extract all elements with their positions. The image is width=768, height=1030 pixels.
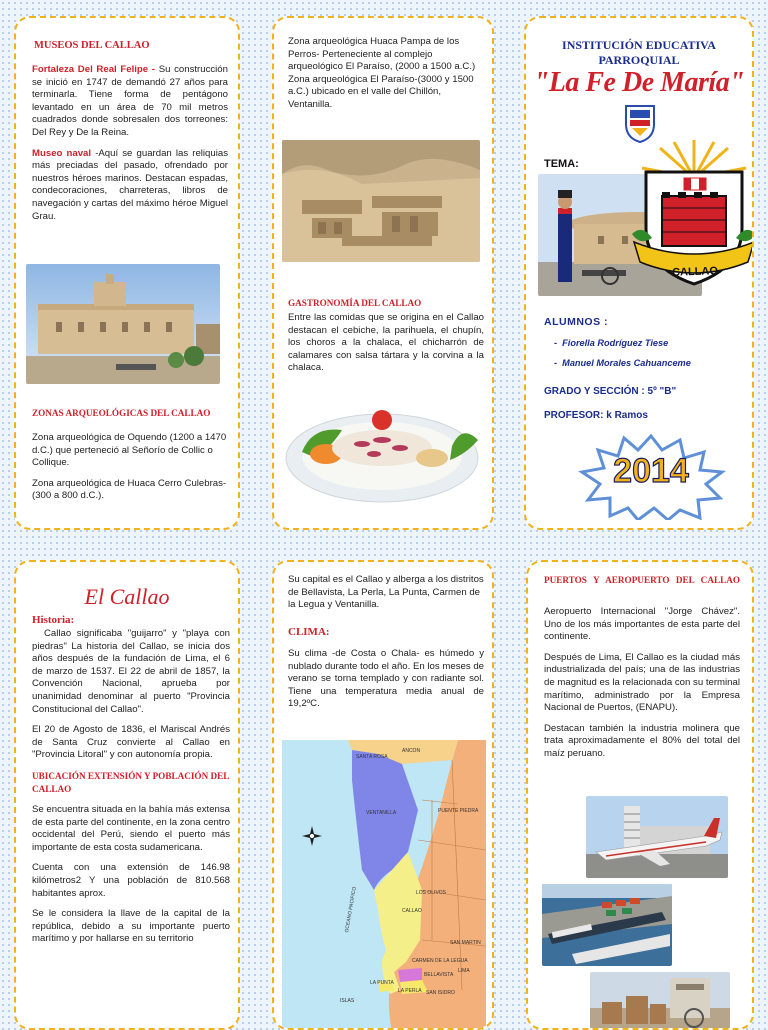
distritos-text: Su capital es el Callao y alberga a los distritos de Bellavista, La Perla, La Punta, Carmen de la Legua y Ventanilla. <box>288 574 484 611</box>
industria-text: Después de Lima, El Callao es la ciudad más industrializada del país; una de las industrias de magnitud es la relacionada con su terminal marítimo, administrado por la Empresa Nacional de Puertos, (ENAPU). <box>544 651 740 714</box>
molinera-text: Destacan también la industria molinera que trata aproximadamente el 80% del total del maíz peruano. <box>544 722 740 759</box>
map-label-puente-piedra: PUENTE PIEDRA <box>438 808 479 814</box>
panel-el-callao <box>14 560 240 1030</box>
student-item: - Manuel Morales Cahuanceme <box>554 358 691 368</box>
airport-photo <box>586 796 728 878</box>
panel-zonas-gastronomia <box>272 16 494 530</box>
map-label-ventanilla: VENTANILLA <box>366 810 397 816</box>
grado-seccion: GRADO Y SECCIÓN : 5º "B" <box>544 386 677 397</box>
shield-callao-label: CALLAO <box>671 265 719 279</box>
map-label-los-olivos: LOS OLIVOS <box>416 890 447 896</box>
cebiche-photo <box>282 396 482 508</box>
ubicacion-text1: Se encuentra situada en la bahía más extensa de esta parte del continente, en la zona centro occidental del Perú, siendo el puerto más importante de esta costa sudamericana. <box>32 803 230 853</box>
panel-clima-mapa <box>272 560 494 1030</box>
tema-label: TEMA: <box>544 158 579 170</box>
el-paraiso-text: Zona arqueológica El Paraíso-(3000 y 1500 a.C.) ubicado en el valle del Chillón, Ventanilla. <box>288 73 474 110</box>
profesor: PROFESOR: k Ramos <box>544 410 648 421</box>
puertos-title: PUERTOS Y AEROPUERTO DEL CALLAO <box>544 575 740 585</box>
aeropuerto-text: Aeropuerto Internacional "Jorge Chávez". Uno de los más importantes de esta parte del continente. <box>544 606 740 643</box>
school-line2: PARROQUIAL <box>598 53 680 67</box>
ruins-photo <box>282 140 480 262</box>
map-label-santa-rosa: SANTA ROSA <box>356 754 388 760</box>
historia-text: Callao significaba "guijarro" y "playa con piedras" La historia del Callao, se inicia dos años después de la fundación de Lima, el 6 de marzo de 1537. El 22 de abril de 1857, la Convención Nacional, aprueba por unanimidad denominar al puerto "Provincia Constitucional del Callao". <box>32 628 230 715</box>
museo-naval-name: Museo naval <box>32 147 92 159</box>
gastronomia-text: Entre las comidas que se origina en el Callao destacan el cebiche, la parihuela, el chupín, los choros a la chalaca, el chicharrón de calamares con salsa tártara y la corvina a la chalaca. <box>288 312 484 374</box>
panel-puertos-aeropuerto <box>526 560 754 1030</box>
map-label-la-punta: LA PUNTA <box>370 980 394 986</box>
mill-photo <box>590 972 730 1030</box>
ubicacion-text2: Cuenta con una extensión de 146.98 kilómetros2 Y una población de 810.568 habitantes aprox. <box>32 862 230 899</box>
map-label-bellavista: BELLAVISTA <box>424 972 454 978</box>
map-label-lima: LIMA <box>458 968 470 974</box>
fortaleza-photo <box>26 264 220 384</box>
map-label-islas: ISLAS <box>340 998 355 1004</box>
clima-text: Su clima -de Costa o Chala- es húmedo y nublado durante todo el año. En los meses de verano se torna templado y con radiante sol. Tiene una temperatura media anual de 19,2ºC. <box>288 648 484 710</box>
gastronomia-title: GASTRONOMÍA DEL CALLAO <box>288 298 422 308</box>
year-label: 2014 <box>613 452 689 490</box>
map-label-ocean: OCEANO PACIFICO <box>344 886 358 934</box>
map-label-san-martin: SAN MARTIN <box>450 940 481 946</box>
student-item: - Fiorella Rodríguez Tiese <box>554 338 669 348</box>
huaca-pampa-text: Zona arqueológica Huaca Pampa de los Perros- Perteneciente al complejo arqueológico El Paraíso, (2000 a 1500 a.C.) <box>288 36 476 73</box>
ubicacion-title: UBICACIÓN EXTENSIÓN Y POBLACIÓN DEL CALLAO <box>32 770 229 794</box>
map-label-san-isidro: SAN ISIDRO <box>426 990 455 996</box>
panel-cover <box>524 16 754 530</box>
port-photo <box>542 884 672 966</box>
panel-museos <box>14 16 240 530</box>
clima-label: CLIMA: <box>288 626 330 638</box>
map-label-callao: CALLAO <box>402 908 422 914</box>
zona-oquendo: Zona arqueológica de Oquendo (1200 a 1470 d.C.) que perteneció al Señorío de Collic o Collique. <box>32 432 227 469</box>
zonas-title: ZONAS ARQUEOLÓGICAS DEL CALLAO <box>32 408 211 418</box>
school-name: "La Fe De María" <box>533 67 745 98</box>
fortaleza-text: Su construcción se inició en 1747 de demandó 27 años para terminarla. Tiene forma de pentágono levantado en un área de 70 mil metros cuadrados donde sobresalen dos torreones: Del Rey y De la Reina. <box>32 64 228 138</box>
map-label-carmen: CARMEN DE LA LEGUA <box>412 958 468 964</box>
zona-cerro-culebras: Zona arqueológica de Huaca Cerro Culebras- (300 a 800 d.C.). <box>32 477 227 502</box>
callao-map <box>282 740 486 1030</box>
museo-naval-text: -Aquí se guardan las reliquias más preciadas del pasado, ofrendado por nuestros héroes marinos. Destacan espadas, condecoraciones, charreteras, libros de navegación y cartas del máximo héroe Miguel Grau. <box>32 147 228 222</box>
map-label-ancon: ANCON <box>402 748 421 754</box>
el-callao-title: El Callao <box>84 584 170 609</box>
map-label-la-perla: LA PERLA <box>398 988 422 994</box>
alumnos-label: ALUMNOS : <box>544 316 608 328</box>
fortaleza-name: Fortaleza Del Real Felipe - <box>32 64 155 75</box>
ubicacion-text3: Se le considera la llave de la capital de la república, debido a su importante puerto marítimo y por hallarse en su territorio <box>32 908 230 945</box>
historia-text2: El 20 de Agosto de 1836, el Mariscal Andrés de Santa Cruz convierte al Callao en "Provincia Litoral" y con autonomía propia. <box>32 724 230 761</box>
museos-title: MUSEOS DEL CALLAO <box>34 40 150 51</box>
historia-label: Historia: <box>32 614 75 626</box>
school-line1: INSTITUCIÓN EDUCATIVA <box>562 38 716 52</box>
